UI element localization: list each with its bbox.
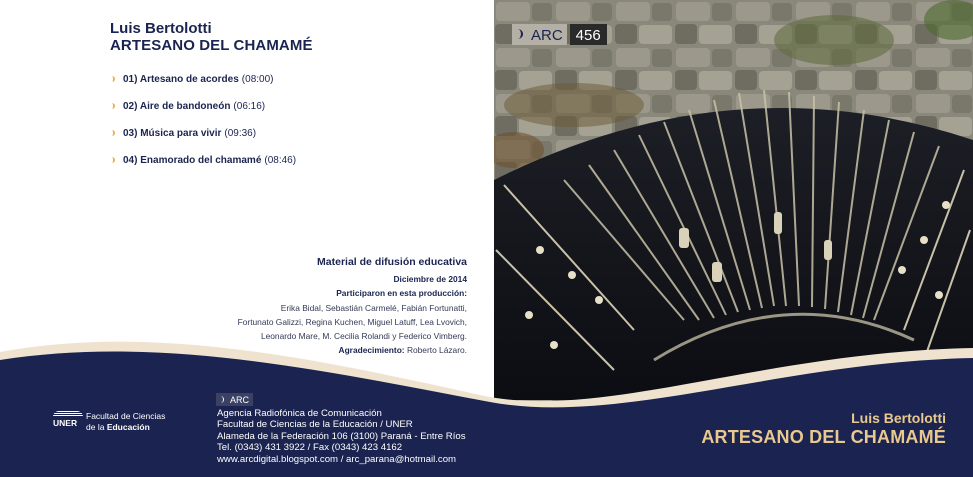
arc-small-badge	[216, 393, 253, 406]
thanks-value: Roberto Lázaro.	[406, 345, 467, 356]
track-duration: (09:36)	[224, 128, 257, 139]
catalog-number: 456	[570, 24, 607, 45]
uner-logo-text: UNER	[53, 418, 78, 428]
faculty-line2-prefix: de la	[86, 422, 105, 432]
contact-line: Facultad de Ciencias de la Educación / UNER	[217, 419, 413, 431]
sound-wave-icon	[109, 101, 117, 112]
track-name: 02) Aire de bandoneón	[123, 101, 231, 112]
participants-label: Participaron en esta producción:	[336, 288, 467, 299]
track-item[interactable]	[109, 147, 296, 174]
contact-line: Alameda de la Federación 106 (3100) Paraná - Entre Ríos	[217, 430, 466, 442]
faculty-line1: Facultad de Ciencias	[86, 411, 166, 421]
arc-catalog-badge	[512, 24, 607, 45]
album-title-front: ARTESANO DEL CHAMAMÉ	[701, 427, 946, 447]
arc-label-text: ARC	[531, 26, 563, 44]
credits-heading: Material de difusión educativa	[317, 256, 467, 268]
faculty-name	[86, 411, 165, 433]
track-item[interactable]	[109, 66, 296, 93]
sound-wave-icon	[109, 128, 117, 139]
contact-line: Tel. (0343) 431 3922 / Fax (0343) 423 4162	[217, 442, 403, 454]
arc-small-label: ARC	[230, 394, 250, 405]
contact-line: Agencia Radiofónica de Comunicación	[217, 408, 382, 419]
album-title: ARTESANO DEL CHAMAMÉ	[110, 37, 313, 54]
participants-line: Erika Bidal, Sebastián Carmelé, Fabián Fortunatti,	[280, 302, 467, 313]
track-duration: (08:00)	[241, 74, 274, 85]
track-list	[109, 66, 296, 174]
bottom-band	[0, 330, 973, 477]
sound-wave-icon	[220, 395, 228, 405]
artist-name-front: Luis Bertolotti	[851, 410, 946, 426]
thanks-label: Agradecimiento:	[338, 345, 405, 356]
faculty-line2-bold: Educación	[106, 422, 150, 432]
track-duration: (06:16)	[233, 101, 266, 112]
contact-line[interactable]: www.arcdigital.blogspot.com / arc_parana@hotmail.com	[217, 453, 457, 465]
faculty-line2	[86, 422, 165, 433]
contact-info	[217, 408, 466, 465]
arc-label	[512, 24, 567, 45]
uner-logo	[53, 411, 85, 428]
track-name: 04) Enamorado del chamamé	[123, 155, 262, 166]
track-item[interactable]	[109, 93, 296, 120]
artist-name: Luis Bertolotti	[110, 20, 212, 37]
sound-wave-icon	[109, 155, 117, 166]
track-name: 03) Música para vivir	[123, 128, 222, 139]
track-item[interactable]	[109, 120, 296, 147]
credits-date: Diciembre de 2014	[393, 274, 467, 285]
sound-wave-icon	[516, 28, 528, 42]
sound-wave-icon	[109, 74, 117, 85]
track-name: 01) Artesano de acordes	[123, 74, 239, 85]
track-duration: (08:46)	[264, 155, 297, 166]
uner-arc-icon	[53, 411, 83, 417]
participants-line: Leonardo Mare, M. Cecilia Rolandi y Federico Vimberg.	[260, 331, 467, 342]
uner-faculty-logo	[53, 411, 165, 433]
participants-line: Fortunato Galizzi, Regina Kuchen, Miguel Latuff, Lea Lvovich,	[237, 316, 467, 327]
